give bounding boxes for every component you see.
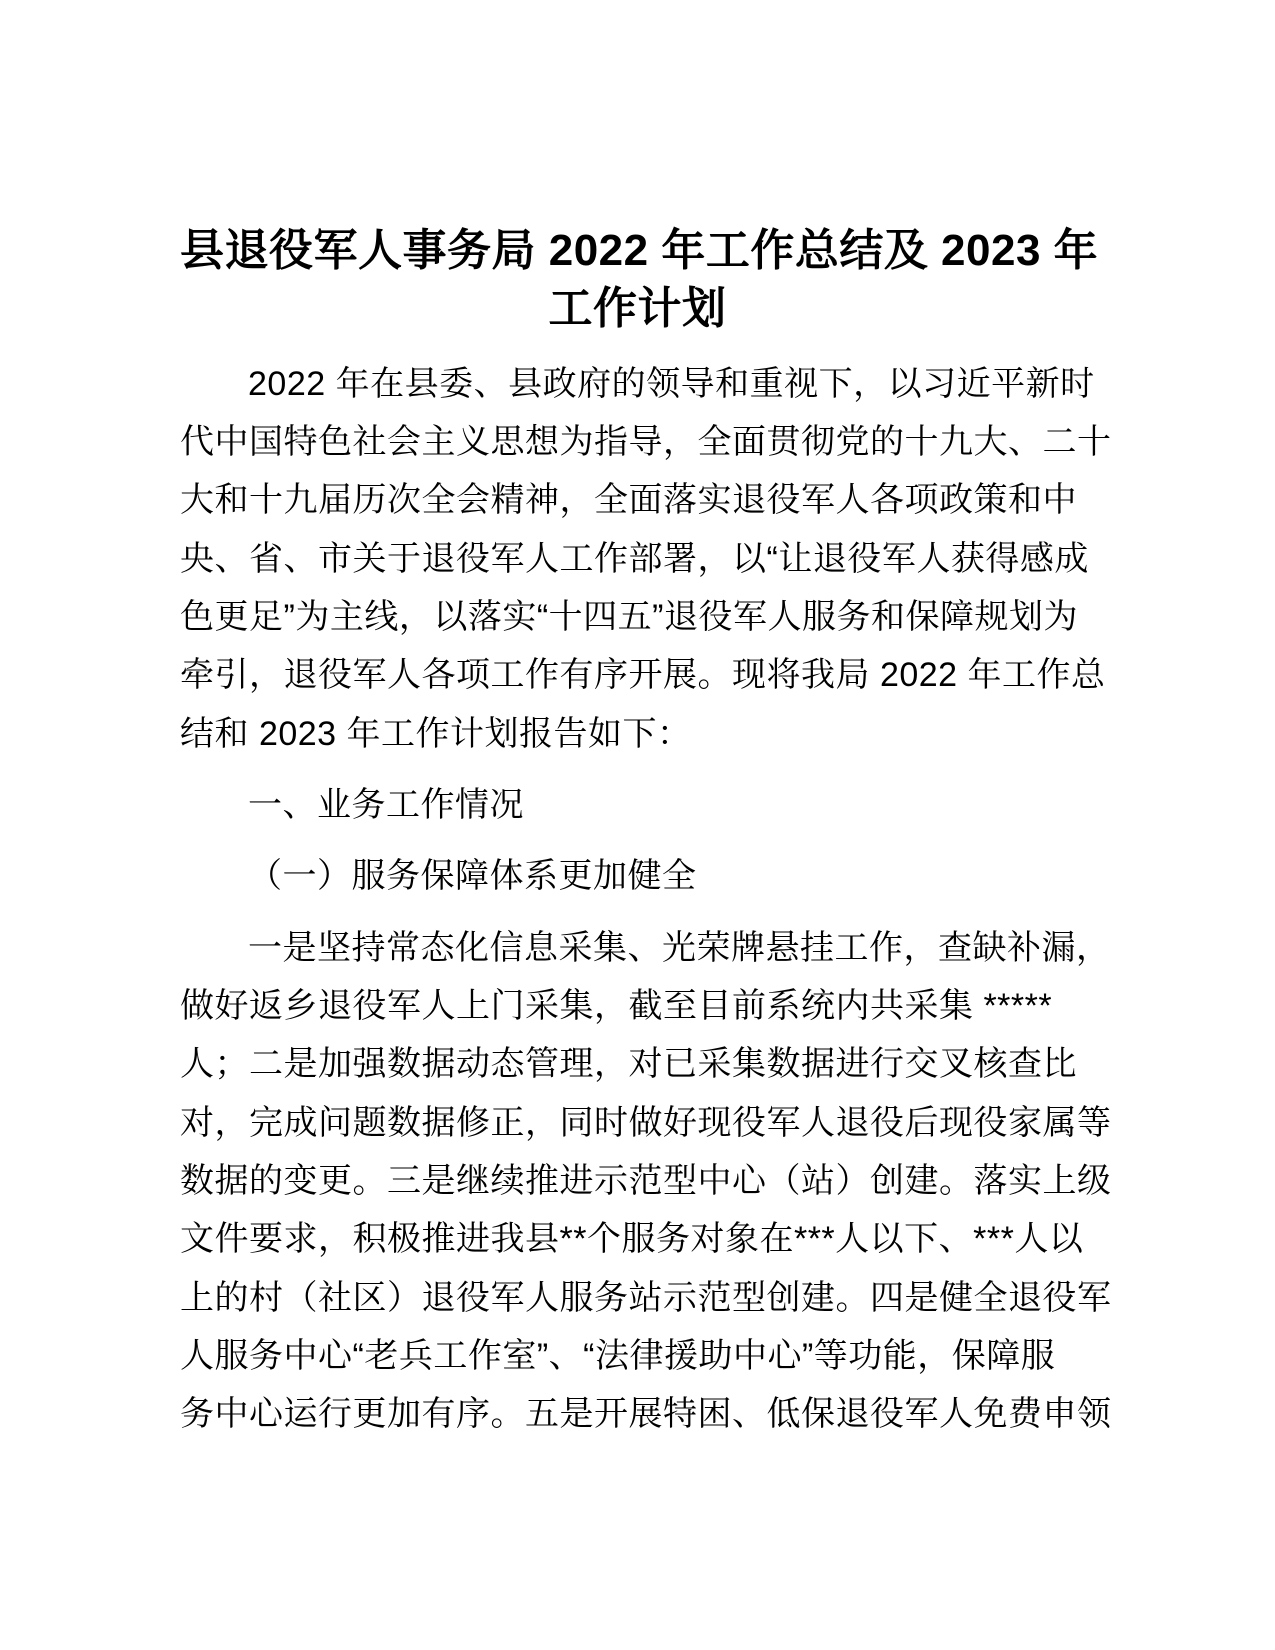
- paragraph-line: 人服务中心“老兵工作室”、“法律援助中心”等功能，保障服: [180, 1336, 1056, 1375]
- paragraph-line: 对，完成问题数据修正，同时做好现役军人退役后现役家属等: [180, 1103, 1112, 1142]
- title-line: 县退役军人事务局 2022 年工作总结及 2023 年: [180, 226, 1099, 275]
- paragraph-line: 文件要求，积极推进我县**个服务对象在***人以下、***人以: [180, 1220, 1084, 1259]
- document-content: [180, 222, 1112, 1444]
- paragraph-line: 央、省、市关于退役军人工作部署，以“让退役军人获得感成: [180, 539, 1089, 578]
- paragraph-line: 一是坚持常态化信息采集、光荣牌悬挂工作，查缺补漏，: [248, 928, 1111, 967]
- paragraph-line: 2022 年在县委、县政府的领导和重视下，以习近平新时: [248, 364, 1095, 403]
- paragraph-line: （一）服务保障体系更加健全: [248, 857, 697, 896]
- paragraph-line: 结和 2023 年工作计划报告如下：: [180, 714, 692, 753]
- paragraph-line: 大和十九届历次全会精神，全面落实退役军人各项政策和中: [180, 481, 1077, 520]
- paragraph-line: 做好返乡退役军人上门采集，截至目前系统内共采集 *****: [180, 986, 1053, 1025]
- paragraph-line: 色更足”为主线，以落实“十四五”退役军人服务和保障规划为: [180, 597, 1078, 636]
- section-heading: [180, 847, 1095, 905]
- paragraph-line: 数据的变更。三是继续推进示范型中心（站）创建。落实上级: [180, 1161, 1112, 1200]
- section-heading: [180, 776, 1095, 834]
- paragraph-line: 一、业务工作情况: [248, 785, 524, 824]
- paragraph-line: 人；二是加强数据动态管理，对已采集数据进行交叉核查比: [180, 1045, 1077, 1084]
- document-title: [180, 222, 1099, 339]
- paragraph-line: 牵引，退役军人各项工作有序开展。现将我局 2022 年工作总: [180, 656, 1106, 695]
- paragraph-line: 务中心运行更加有序。五是开展特困、低保退役军人免费申领: [180, 1395, 1112, 1434]
- title-line: 工作计划: [548, 284, 727, 334]
- paragraph-line: 代中国特色社会主义思想为指导，全面贯彻党的十九大、二十: [180, 422, 1112, 461]
- paragraph-line: 上的村（社区）退役军人服务站示范型创建。四是健全退役军: [180, 1278, 1112, 1317]
- body-paragraph: [180, 355, 1112, 763]
- body-paragraph: [180, 919, 1112, 1444]
